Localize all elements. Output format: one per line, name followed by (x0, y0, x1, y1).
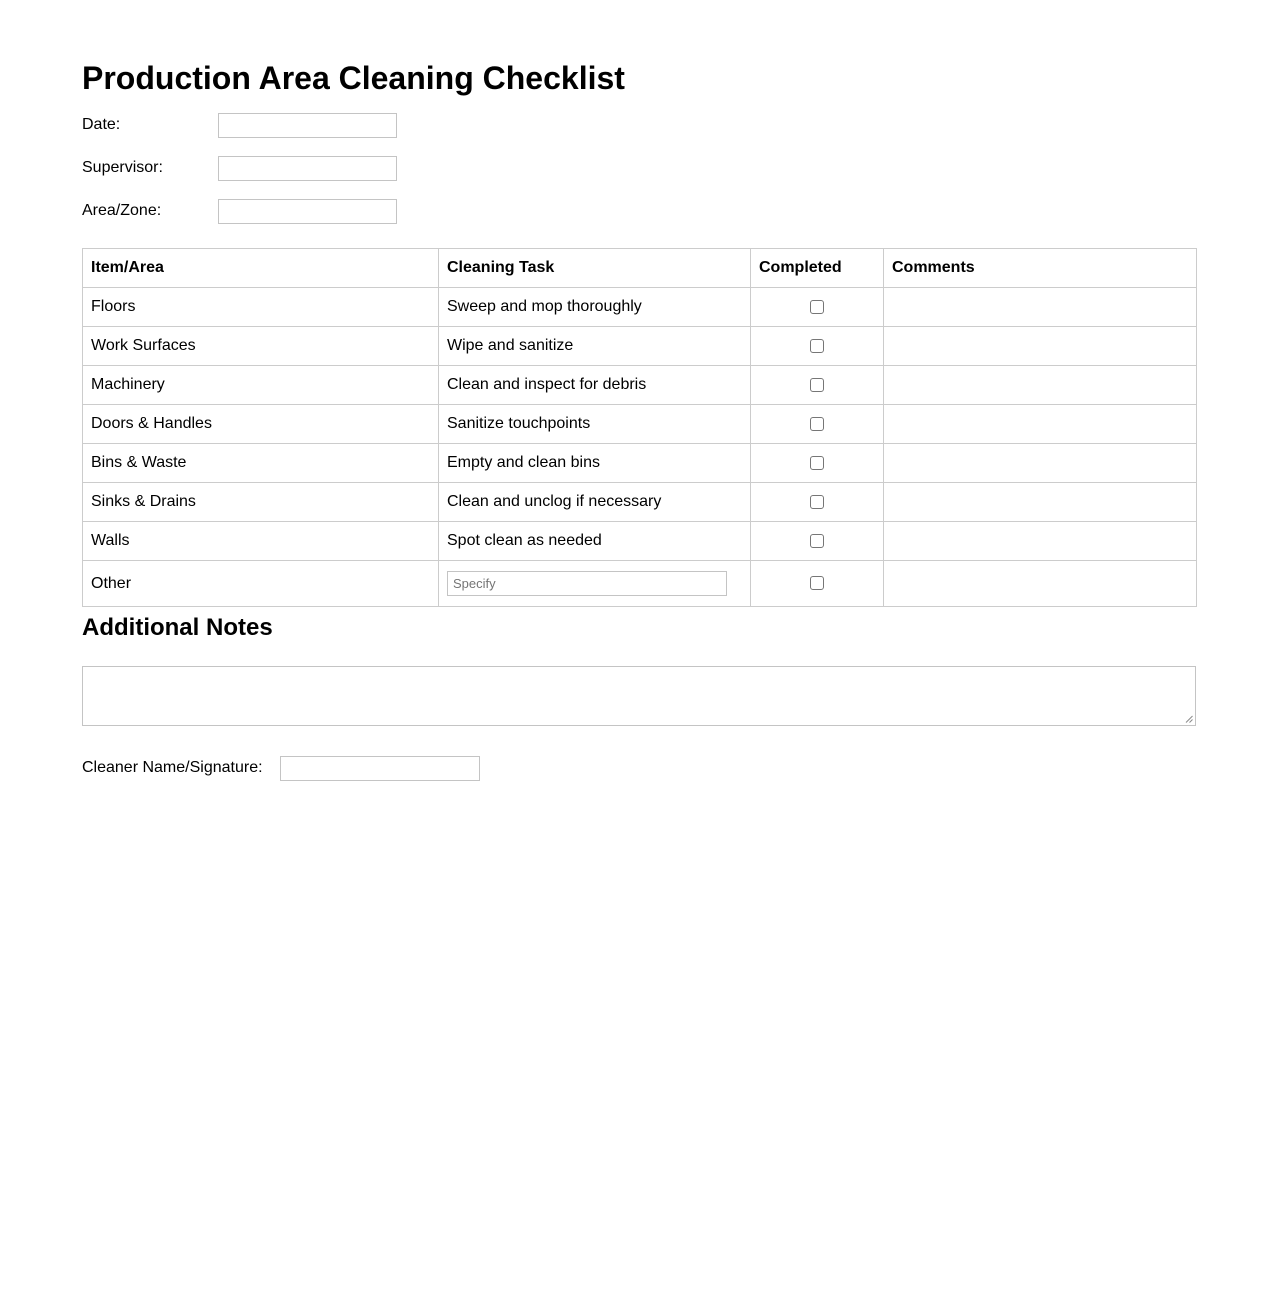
comments-cell[interactable] (884, 483, 1197, 522)
completed-cell (751, 444, 884, 483)
comments-cell[interactable] (884, 444, 1197, 483)
completed-checkbox[interactable] (810, 495, 824, 509)
item-area-cell: Machinery (83, 366, 439, 405)
completed-cell (751, 327, 884, 366)
completed-checkbox[interactable] (810, 417, 824, 431)
completed-checkbox[interactable] (810, 534, 824, 548)
area-zone-input[interactable] (218, 199, 397, 224)
completed-checkbox[interactable] (810, 339, 824, 353)
cleaning-task-cell: Wipe and sanitize (439, 327, 751, 366)
specify-input[interactable] (447, 571, 727, 596)
supervisor-label: Supervisor: (82, 159, 163, 176)
date-input[interactable] (218, 113, 397, 138)
comments-cell[interactable] (884, 327, 1197, 366)
completed-cell (751, 561, 884, 607)
completed-cell (751, 288, 884, 327)
date-row (82, 112, 397, 138)
additional-notes-textarea[interactable] (82, 666, 1196, 726)
completed-cell (751, 522, 884, 561)
signature-row (82, 755, 480, 781)
table-row (83, 288, 1197, 327)
area-zone-label: Area/Zone: (82, 202, 162, 219)
comments-cell[interactable] (884, 522, 1197, 561)
date-label: Date: (82, 116, 121, 133)
item-area-cell: Bins & Waste (83, 444, 439, 483)
item-area-cell: Walls (83, 522, 439, 561)
checklist-table (82, 248, 1197, 607)
item-area-cell: Floors (83, 288, 439, 327)
comments-cell[interactable] (884, 366, 1197, 405)
cleaning-task-cell-other (439, 561, 751, 607)
cleaning-task-cell: Spot clean as needed (439, 522, 751, 561)
comments-cell[interactable] (884, 288, 1197, 327)
completed-cell (751, 405, 884, 444)
table-body (83, 288, 1197, 607)
completed-checkbox[interactable] (810, 378, 824, 392)
item-area-cell-other: Other (83, 561, 439, 607)
completed-checkbox[interactable] (810, 576, 824, 590)
supervisor-input[interactable] (218, 156, 397, 181)
page-title: Production Area Cleaning Checklist (82, 60, 625, 96)
table-row (83, 327, 1197, 366)
cleaning-task-cell: Clean and unclog if necessary (439, 483, 751, 522)
completed-cell (751, 366, 884, 405)
area-zone-row (82, 198, 397, 224)
table-header-row (83, 249, 1197, 288)
supervisor-row (82, 155, 397, 181)
table-row (83, 366, 1197, 405)
completed-checkbox[interactable] (810, 456, 824, 470)
table-row (83, 522, 1197, 561)
table-row (83, 483, 1197, 522)
completed-cell (751, 483, 884, 522)
header-comments: Comments (884, 249, 1197, 288)
comments-cell[interactable] (884, 561, 1197, 607)
item-area-cell: Sinks & Drains (83, 483, 439, 522)
cleaning-task-cell: Sanitize touchpoints (439, 405, 751, 444)
cleaning-task-cell: Sweep and mop thoroughly (439, 288, 751, 327)
table-row (83, 444, 1197, 483)
header-completed: Completed (751, 249, 884, 288)
signature-label: Cleaner Name/Signature: (82, 759, 263, 776)
cleaning-task-cell: Empty and clean bins (439, 444, 751, 483)
table-row (83, 405, 1197, 444)
signature-input[interactable] (280, 756, 480, 781)
additional-notes-heading: Additional Notes (82, 614, 273, 641)
item-area-cell: Work Surfaces (83, 327, 439, 366)
header-cleaning-task: Cleaning Task (439, 249, 751, 288)
header-item-area: Item/Area (83, 249, 439, 288)
cleaning-task-cell: Clean and inspect for debris (439, 366, 751, 405)
comments-cell[interactable] (884, 405, 1197, 444)
table-row-other (83, 561, 1197, 607)
item-area-cell: Doors & Handles (83, 405, 439, 444)
completed-checkbox[interactable] (810, 300, 824, 314)
resize-grip-icon[interactable] (1185, 715, 1193, 723)
